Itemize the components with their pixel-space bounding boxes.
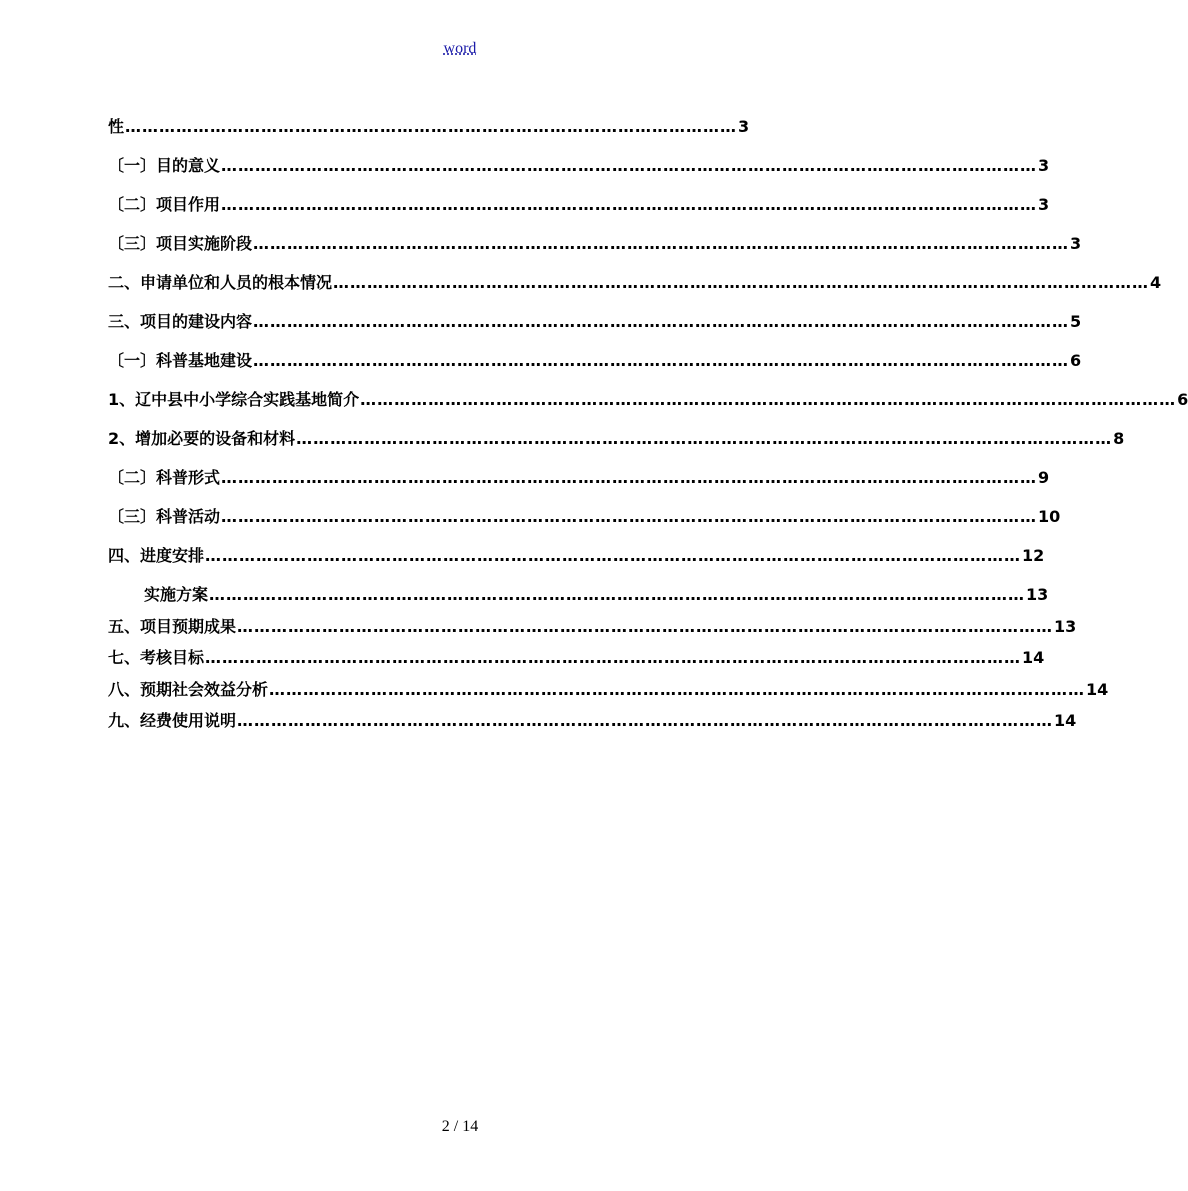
toc-entry-page: 3 [1038, 195, 1050, 214]
toc-entry-label: 〔三〕项目实施阶段 [108, 234, 253, 253]
toc-entry[interactable] [108, 312, 1082, 332]
toc-entry-label: 1、辽中县中小学综合实践基地简介 [108, 390, 360, 409]
toc-dot-leader: ……………………………………………………………………………………………………………………………… [253, 312, 1070, 331]
toc-dot-leader: ……………………………………………………………………………………………………………………………… [237, 617, 1054, 636]
toc-dot-leader: ……………………………………………………………………………………………………………………………… [296, 429, 1113, 448]
toc-entry-label: 2、增加必要的设备和材料 [108, 429, 296, 448]
toc-entry-label: 实施方案 [144, 585, 209, 604]
toc-dot-leader: ……………………………………………………………………………………………………………………………… [360, 390, 1177, 409]
toc-entry[interactable] [108, 648, 1045, 668]
toc-entry-page: 4 [1150, 273, 1162, 292]
toc-entry[interactable] [108, 429, 1125, 449]
toc-dot-leader: ……………………………………………………………………………………………………………………………… [221, 156, 1038, 175]
toc-entry-label: 四、进度安排 [108, 546, 205, 565]
toc-dot-leader: ……………………………………………………………………………………………………………………………… [221, 195, 1038, 214]
page-footer [0, 1118, 920, 1136]
toc-entry-page: 13 [1054, 617, 1077, 636]
toc-entry-page: 13 [1026, 585, 1049, 604]
toc-entry[interactable] [108, 390, 1188, 410]
toc-entry-page: 5 [1070, 312, 1082, 331]
toc-entry-page: 8 [1113, 429, 1125, 448]
toc-entry[interactable] [108, 195, 1050, 215]
toc-entry[interactable] [108, 351, 1082, 371]
toc-entry-label: 〔二〕项目作用 [108, 195, 221, 214]
toc-entry-page: 12 [1022, 546, 1045, 565]
toc-entry-page: 14 [1086, 680, 1109, 699]
toc-dot-leader: ……………………………………………………………………………………………………………………………… [253, 351, 1070, 370]
toc-entry[interactable] [108, 468, 1050, 488]
toc-entry-label: 九、经费使用说明 [108, 711, 237, 730]
toc-entry-label: 七、考核目标 [108, 648, 205, 667]
toc-dot-leader: ……………………………………………………………………………………………………………………………… [269, 680, 1086, 699]
page-number-indicator: 2 / 14 [441, 1118, 479, 1135]
toc-entry[interactable] [108, 546, 1045, 566]
toc-entry-label: 五、项目预期成果 [108, 617, 237, 636]
toc-entry-page: 9 [1038, 468, 1050, 487]
toc-entry-page: 3 [738, 117, 750, 136]
toc-entry[interactable] [108, 617, 1077, 637]
toc-entry-page: 3 [1070, 234, 1082, 253]
toc-entry-page: 14 [1054, 711, 1077, 730]
toc-dot-leader: ……………………………………………………………………………………………………………………………… [253, 234, 1070, 253]
toc-entry-page: 3 [1038, 156, 1050, 175]
toc-entry-page: 6 [1070, 351, 1082, 370]
toc-entry-label: 〔三〕科普活动 [108, 507, 221, 526]
toc-entry-label: 〔一〕科普基地建设 [108, 351, 253, 370]
toc-entry-label: 性 [108, 117, 125, 136]
toc-entry-label: 三、项目的建设内容 [108, 312, 253, 331]
toc-entry-label: 〔一〕目的意义 [108, 156, 221, 175]
toc-entry-page: 10 [1038, 507, 1061, 526]
toc-dot-leader: ……………………………………………………………………………………………………………………………… [333, 273, 1150, 292]
toc-entry[interactable] [108, 680, 1109, 700]
toc-entry[interactable] [108, 711, 1077, 731]
toc-entry-label: 〔二〕科普形式 [108, 468, 221, 487]
toc-dot-leader: ……………………………………………………………………………………………………………………………… [221, 507, 1038, 526]
header-link-text[interactable]: word [443, 40, 477, 57]
toc-entry-label: 八、预期社会效益分析 [108, 680, 269, 699]
toc-dot-leader: ……………………………………………………………………………………………………………………………… [205, 546, 1022, 565]
toc-entry[interactable] [108, 273, 1162, 293]
toc-dot-leader: ……………………………………………………………………………………………………………………………… [209, 585, 1026, 604]
toc-entry-label: 二、申请单位和人员的根本情况 [108, 273, 333, 292]
toc-entry[interactable] [108, 507, 1061, 527]
toc-dot-leader: ……………………………………………………………………………………………………………………………… [221, 468, 1038, 487]
toc-entry-page: 6 [1177, 390, 1188, 409]
toc-entry[interactable] [108, 156, 1050, 176]
toc-entry[interactable] [108, 234, 1082, 254]
toc-entry[interactable] [108, 117, 750, 137]
toc-dot-leader: ……………………………………………………………………………………………………………………………… [205, 648, 1022, 667]
toc-dot-leader: ……………………………………………………………………………………………………………………………… [237, 711, 1054, 730]
toc-entry-page: 14 [1022, 648, 1045, 667]
toc-dot-leader: ……………………………………………………………………………………………… [125, 117, 738, 136]
toc-entry[interactable] [144, 585, 1049, 605]
